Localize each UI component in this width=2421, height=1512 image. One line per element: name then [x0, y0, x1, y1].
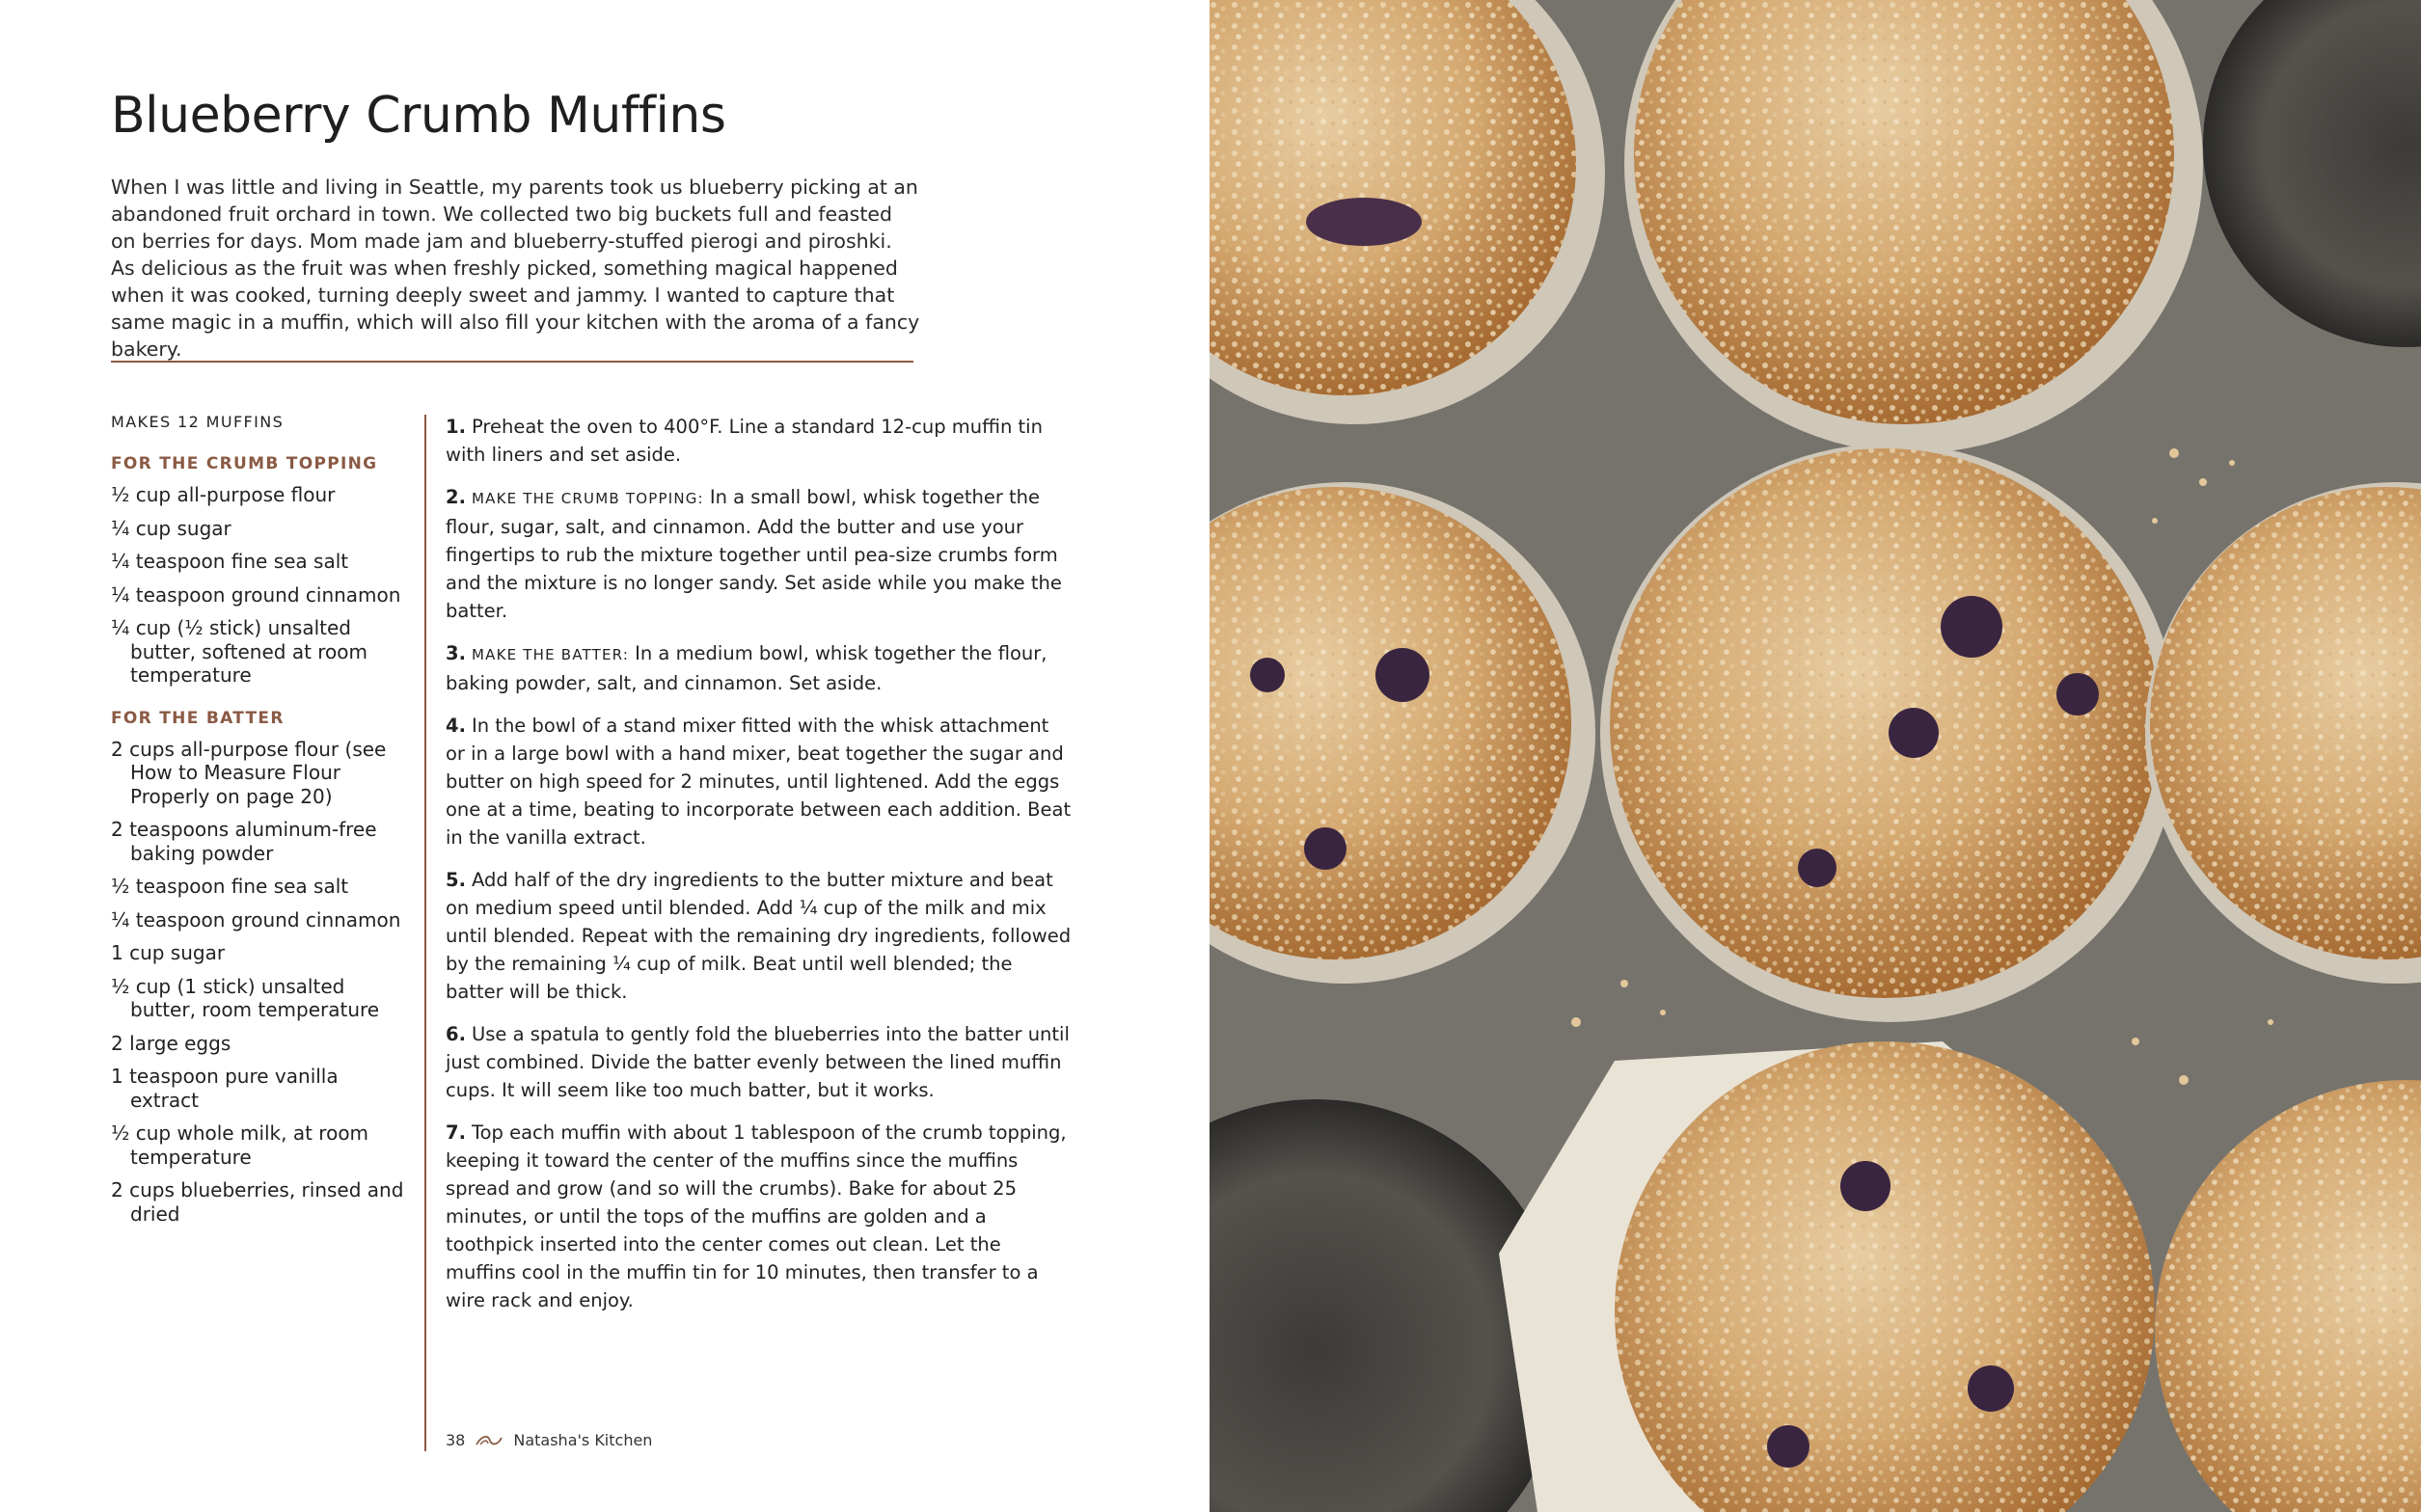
ingredient-item: 2 teaspoons aluminum-free baking powder — [111, 818, 377, 865]
recipe-page — [0, 0, 1210, 1512]
intro-divider — [111, 361, 913, 363]
ingredient-item: ½ cup (1 stick) unsalted butter, room temperature — [111, 974, 380, 1021]
ingredient-item: 2 cups all-purpose flour (see How to Measure Flour Properly on page 20) — [111, 737, 387, 808]
ingredient-item: 2 large eggs — [111, 1031, 231, 1055]
step-3 — [446, 639, 1073, 697]
step-text: In a medium bowl, whisk together the flour, baking powder, salt, and cinnamon. Set aside. — [446, 642, 1047, 694]
step-number: 6. — [446, 1023, 466, 1045]
step-1 — [446, 413, 1073, 469]
step-6 — [446, 1020, 1073, 1104]
muffin-photo — [1210, 0, 2421, 1512]
page-number: 38 — [446, 1431, 466, 1449]
step-text: In a small bowl, whisk together the flour, sugar, salt, and cinnamon. Add the butter and use your fingertips to rub the mixture together until pea-size crumbs form and the mixture is no longer sandy. Set aside while you make the batter. — [446, 486, 1062, 622]
step-5 — [446, 866, 1073, 1006]
ingredients-column — [111, 413, 410, 1235]
step-2 — [446, 483, 1073, 625]
step-number: 7. — [446, 1121, 466, 1144]
column-divider — [424, 415, 426, 1451]
ingredient-item: ¼ teaspoon ground cinnamon — [111, 907, 401, 932]
step-text: Top each muffin with about 1 tablespoon of the crumb topping, keeping it toward the center of the muffins since the muffins spread and grow (and so will the crumbs). Bake for about 25 minutes, or until the tops of the muffins are golden and a toothpick inserted into the center comes out clean. Let the muffins cool in the muffin tin for 10 minutes, then transfer to a wire rack and enjoy. — [446, 1121, 1067, 1311]
whisk-swirl-icon — [475, 1433, 503, 1448]
step-4 — [446, 712, 1073, 851]
page-footer — [446, 1431, 652, 1449]
recipe-title: Blueberry Crumb Muffins — [111, 87, 726, 145]
step-text: Add half of the dry ingredients to the butter mixture and beat on medium speed until blended. Add ¼ cup of the milk and mix until blended. Repeat with the remaining dry ingredients, followed by the remaining ¼ cup of milk. Beat until well blended; the batter will be thick. — [446, 869, 1072, 1003]
muffin — [1600, 444, 2179, 1022]
step-number: 4. — [446, 715, 466, 737]
instructions-column — [446, 413, 1073, 1329]
ingredient-item: 2 cups blueberries, rinsed and dried — [111, 1178, 404, 1226]
ingredient-item: ½ cup all-purpose flour — [111, 483, 336, 506]
step-number: 5. — [446, 869, 466, 891]
ingredient-item: ¼ teaspoon fine sea salt — [111, 550, 349, 573]
batter-ingredient-list — [111, 738, 410, 1227]
ingredient-item: ¼ teaspoon ground cinnamon — [111, 582, 401, 607]
step-lead: MAKE THE BATTER: — [471, 646, 630, 663]
ingredient-item: 1 teaspoon pure vanilla extract — [111, 1065, 339, 1112]
ingredient-item: 1 cup sugar — [111, 941, 226, 964]
muffin — [1499, 1041, 2155, 1512]
step-text: In the bowl of a stand mixer fitted with the whisk attachment or in a large bowl with a hand mixer, beat together the sugar and butter on high speed for 2 minutes, until lightened. Add the eggs one at a time, beating to incorporate between each addition. Beat in the vanilla extract. — [446, 715, 1072, 849]
ingredient-item: ¼ cup (½ stick) unsalted butter, softened at room temperature — [111, 616, 368, 687]
crumb-ingredient-list — [111, 483, 410, 688]
step-number: 2. — [446, 486, 466, 508]
step-7 — [446, 1119, 1073, 1314]
ingredient-item: ½ teaspoon fine sea salt — [111, 875, 349, 898]
step-number: 3. — [446, 642, 466, 664]
step-lead: MAKE THE CRUMB TOPPING: — [471, 490, 704, 507]
muffin-tin-photo — [1210, 0, 2421, 1512]
ingredient-item: ¼ cup sugar — [111, 516, 231, 540]
ingredient-item: ½ cup whole milk, at room temperature — [111, 1121, 369, 1169]
step-number: 1. — [446, 416, 466, 438]
batter-heading: FOR THE BATTER — [111, 708, 285, 728]
book-title: Natasha's Kitchen — [513, 1431, 653, 1449]
yield-label: MAKES 12 MUFFINS — [111, 413, 285, 431]
recipe-intro: When I was little and living in Seattle, my parents took us blueberry picking at an abandoned fruit orchard in town. We collected two big buckets full and feasted on berries for days. Mom made jam and blueberry-stuffed pierogi and piroshki. As delicious as the fruit was when freshly picked, something magical happened when it was cooked, turning deeply sweet and jammy. I wanted to capture that same magic in a muffin, which will also fill your kitchen with the aroma of a fancy bakery. — [111, 176, 920, 361]
step-text: Preheat the oven to 400°F. Line a standard 12-cup muffin tin with liners and set aside. — [446, 416, 1043, 466]
step-text: Use a spatula to gently fold the blueberries into the batter until just combined. Divide the batter evenly between the lined muffin cups. It will seem like too much batter, but it works. — [446, 1023, 1070, 1101]
crumb-topping-heading: FOR THE CRUMB TOPPING — [111, 454, 378, 473]
